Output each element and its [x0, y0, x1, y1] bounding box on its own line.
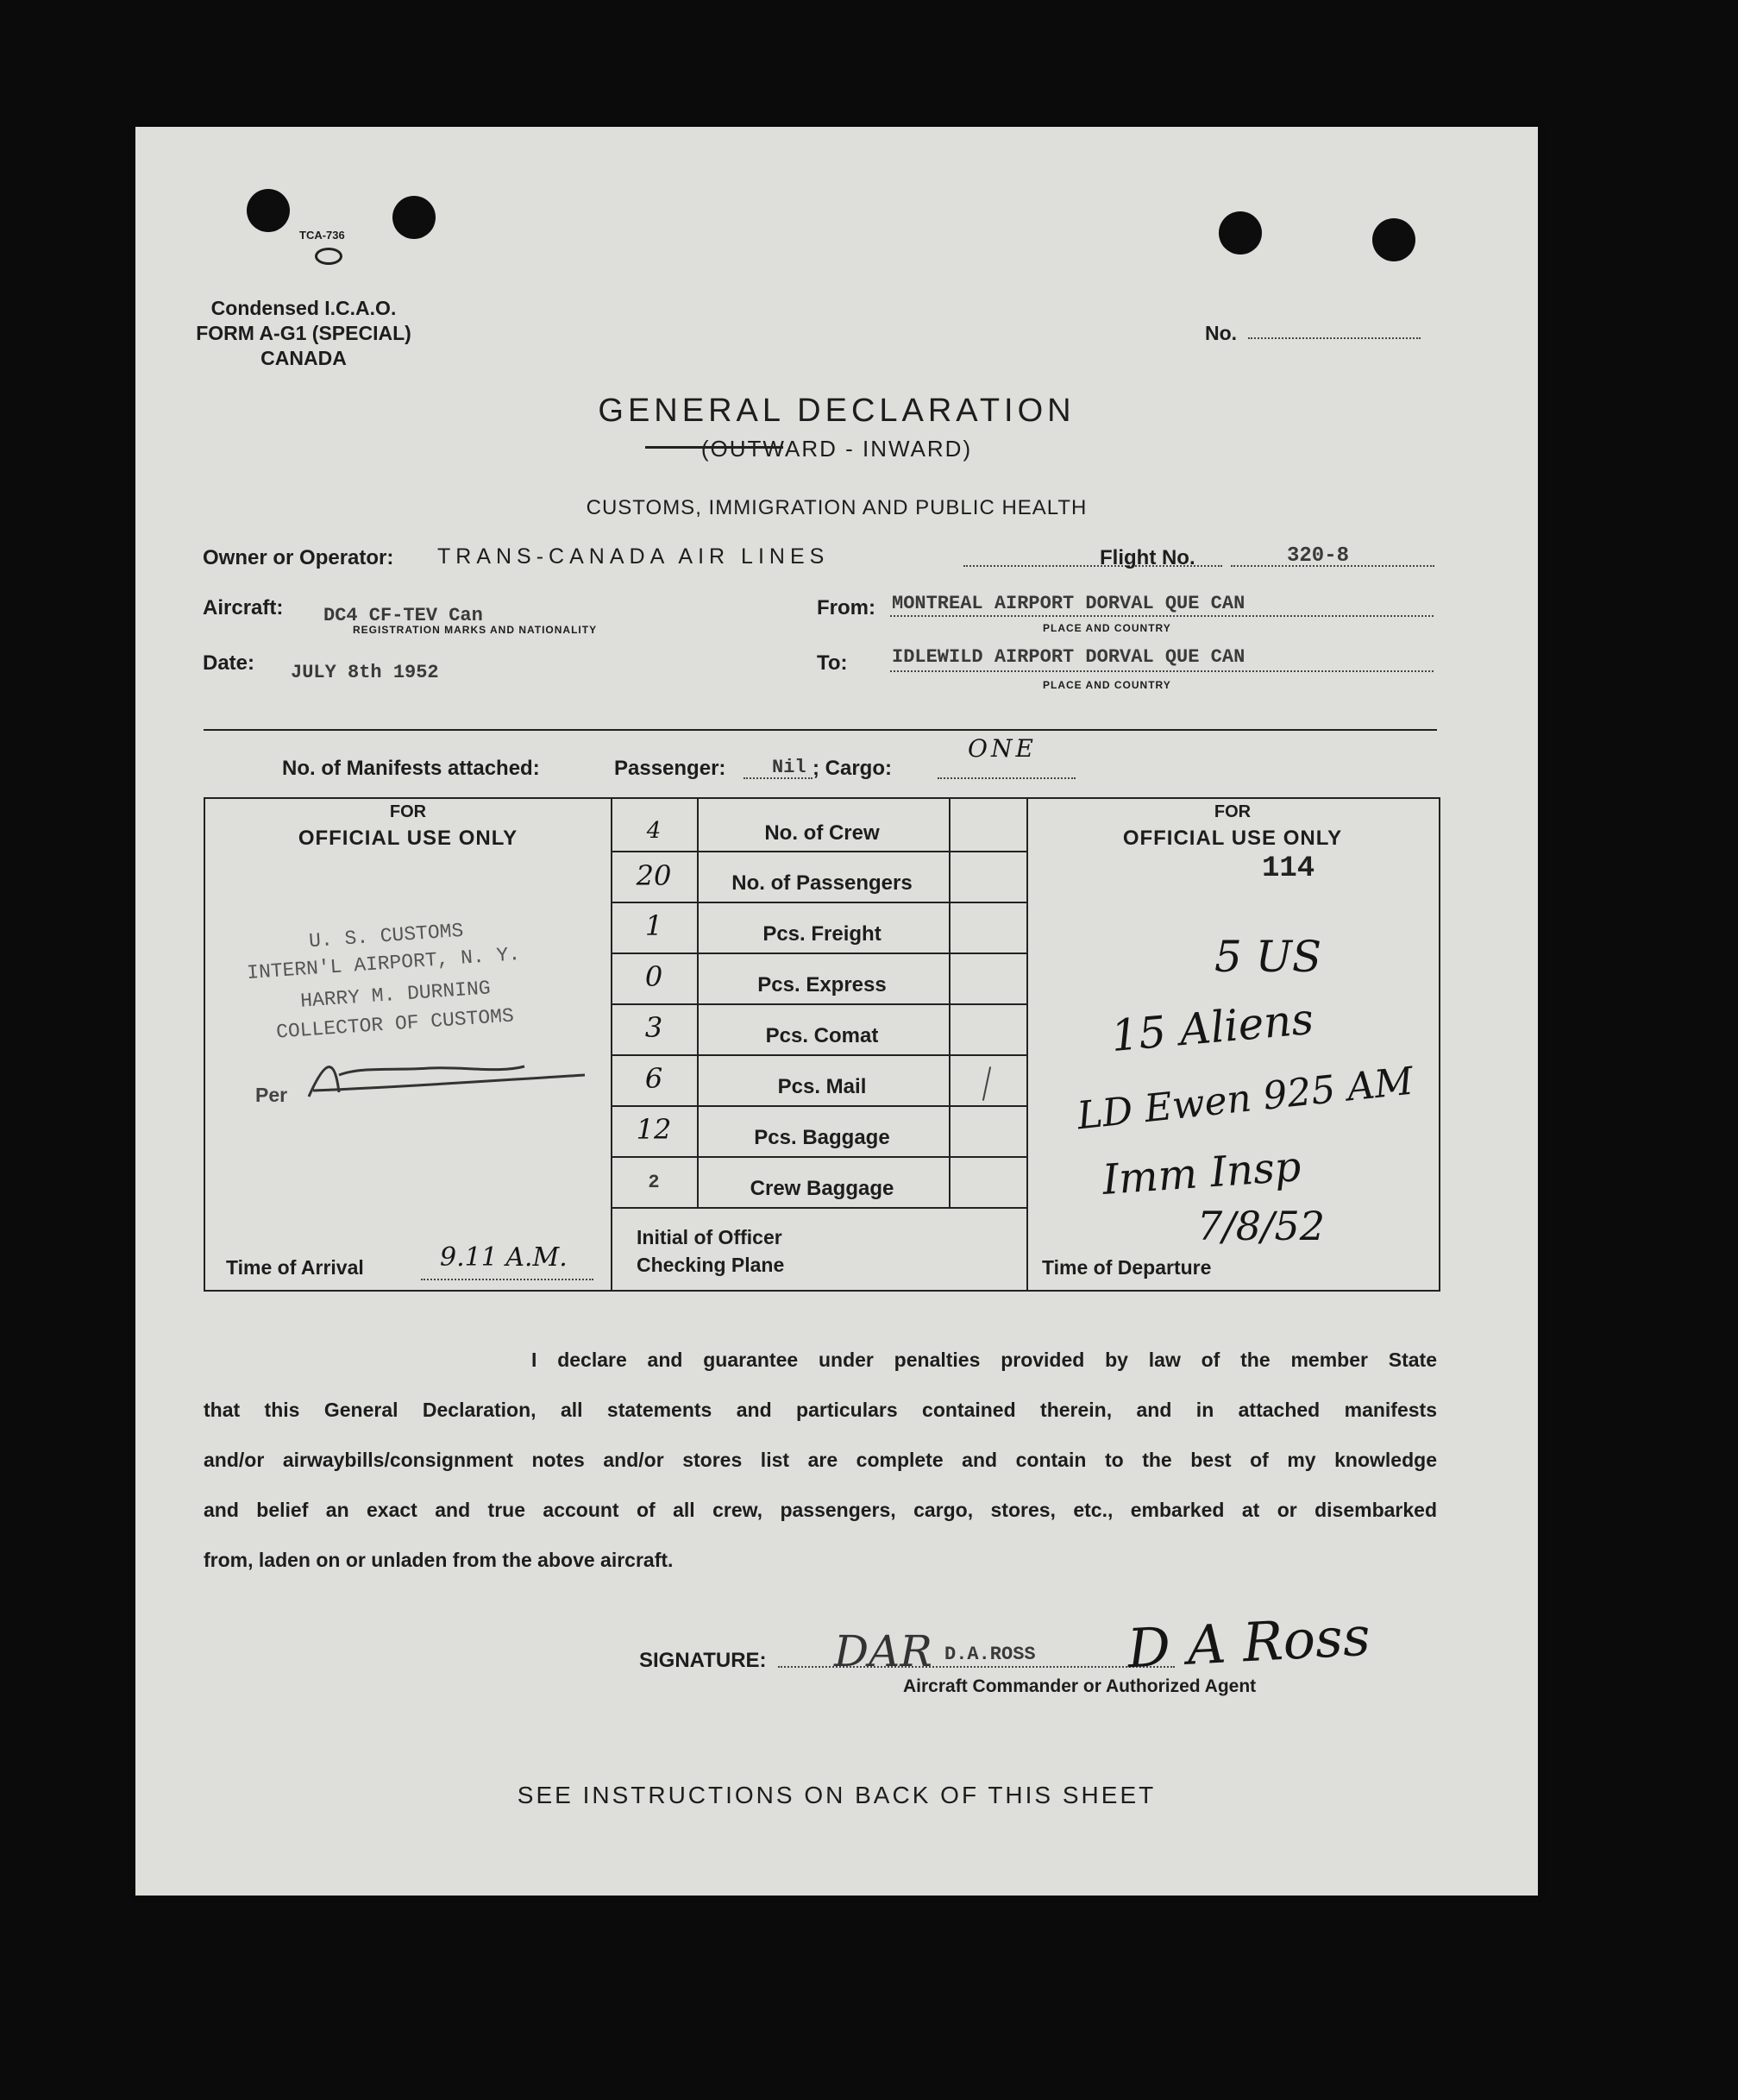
left-header-for: FOR	[389, 802, 427, 821]
crew-count: 4	[646, 818, 662, 844]
signature-typed-name: D.A.ROSS	[944, 1644, 1036, 1665]
note-imm-insp: Imm Insp	[1101, 1142, 1303, 1204]
signature-label: SIGNATURE:	[639, 1649, 767, 1672]
to-line	[890, 670, 1434, 672]
table-divider	[1026, 799, 1028, 1290]
official-use-table	[204, 797, 1440, 1292]
left-header-official: OFFICIAL USE ONLY	[298, 827, 518, 850]
row-line	[611, 1003, 1026, 1005]
crew-baggage-label: Crew Baggage	[750, 1177, 894, 1200]
mail-count: 6	[644, 1062, 663, 1095]
owner-label: Owner or Operator:	[203, 546, 394, 569]
customs-stamp-line3: HARRY M. DURNING	[299, 977, 492, 1013]
initial-officer-label	[637, 1223, 784, 1279]
passenger-label: Passenger:	[614, 757, 726, 780]
header-line1: Condensed I.C.A.O.	[210, 297, 397, 319]
passengers-label: No. of Passengers	[731, 871, 913, 895]
comat-label: Pcs. Comat	[765, 1024, 879, 1047]
note-date: 7/8/52	[1197, 1203, 1326, 1249]
from-line	[890, 615, 1434, 617]
freight-count: 1	[644, 909, 663, 942]
flight-value: 320-8	[1287, 544, 1350, 568]
aircraft-label: Aircraft:	[203, 596, 284, 619]
row-line	[611, 1207, 1026, 1209]
aircraft-caption: REGISTRATION MARKS AND NATIONALITY	[353, 624, 598, 636]
note-aliens-count: 15 Aliens	[1108, 993, 1316, 1062]
flight-label: Flight No.	[1100, 546, 1195, 569]
baggage-label: Pcs. Baggage	[754, 1126, 890, 1149]
header-line2: FORM A-G1 (SPECIAL)	[196, 322, 411, 344]
declaration-text	[204, 1335, 1437, 1585]
cargo-value: ONE	[968, 734, 1037, 763]
strikeout-mark	[645, 446, 783, 449]
to-caption: PLACE AND COUNTRY	[1043, 679, 1171, 691]
crew-baggage-count: 2	[648, 1172, 660, 1193]
mail-label: Pcs. Mail	[777, 1075, 867, 1098]
row-line	[611, 851, 1026, 852]
tick-mark	[982, 1066, 991, 1101]
signature-initials: DAR	[834, 1626, 932, 1676]
note-us-count: 5 US	[1214, 932, 1322, 982]
airline-logo-icon	[315, 248, 342, 265]
right-header-for: FOR	[1214, 802, 1252, 821]
departure-label: Time of Departure	[1042, 1256, 1212, 1279]
form-code: TCA-736	[299, 229, 345, 242]
punch-hole	[1372, 218, 1415, 261]
baggage-count: 12	[636, 1113, 672, 1146]
punch-hole	[247, 189, 290, 232]
passenger-value: Nil	[772, 757, 806, 778]
header-line3: CANADA	[260, 347, 347, 369]
to-label: To:	[817, 651, 848, 675]
punch-hole	[392, 196, 436, 239]
express-count: 0	[644, 960, 663, 993]
customs-stamp-line1: U. S. CUSTOMS	[308, 919, 465, 953]
cargo-line	[938, 777, 1076, 779]
comat-count: 3	[644, 1011, 663, 1044]
express-label: Pcs. Express	[757, 973, 887, 997]
declaration-line2: that this General Declaration, all statements and particulars contained therein, and in attached manifests	[204, 1399, 1437, 1421]
from-caption: PLACE AND COUNTRY	[1043, 622, 1171, 634]
no-label: No.	[1205, 322, 1238, 344]
page-subtitle2: CUSTOMS, IMMIGRATION AND PUBLIC HEALTH	[586, 496, 1088, 519]
section-divider	[204, 729, 1437, 731]
row-line	[611, 1054, 1026, 1056]
passengers-count: 20	[636, 859, 672, 892]
footer-instructions: SEE INSTRUCTIONS ON BACK OF THIS SHEET	[517, 1782, 1157, 1808]
row-line	[611, 953, 1026, 954]
freight-label: Pcs. Freight	[762, 922, 882, 946]
manifests-label: No. of Manifests attached:	[282, 757, 540, 780]
date-label: Date:	[203, 651, 255, 675]
initial-label-line1: Initial of Officer	[637, 1226, 782, 1248]
customs-officer-signature	[300, 1049, 593, 1110]
declaration-line3: and/or airwaybills/consignment notes and/or stores list are complete and contain to the best of my knowledge	[204, 1449, 1437, 1471]
owner-value: TRANS-CANADA AIR LINES	[437, 544, 830, 569]
crew-label: No. of Crew	[764, 821, 880, 845]
declaration-line1: I declare and guarantee under penalties provided by law of the member State	[531, 1349, 1437, 1371]
from-value: MONTREAL AIRPORT DORVAL QUE CAN	[892, 593, 1245, 614]
arrival-label: Time of Arrival	[226, 1256, 364, 1279]
row-line	[611, 1105, 1026, 1107]
customs-stamp-line2: INTERN'L AIRPORT, N. Y.	[246, 942, 521, 985]
page-subtitle: (OUTWARD - INWARD)	[700, 436, 973, 462]
official-number: 114	[1262, 852, 1315, 885]
page-title: GENERAL DECLARATION	[598, 393, 1076, 429]
passenger-line	[744, 777, 813, 779]
right-header-official: OFFICIAL USE ONLY	[1122, 827, 1343, 850]
aircraft-value: DC4 CF-TEV Can	[323, 605, 483, 626]
signature-handwritten: D A Ross	[1126, 1604, 1372, 1681]
customs-stamp-line4: COLLECTOR OF CUSTOMS	[275, 1004, 515, 1044]
form-header	[196, 296, 411, 371]
initial-label-line2: Checking Plane	[637, 1254, 785, 1276]
row-line	[611, 1156, 1026, 1158]
arrival-value: 9.11 A.M.	[440, 1242, 568, 1273]
declaration-line5: from, laden on or unladen from the above aircraft.	[204, 1549, 674, 1571]
no-line	[1248, 337, 1421, 339]
date-value: JULY 8th 1952	[291, 662, 439, 683]
note-inspector: LD Ewen 925 AM	[1075, 1059, 1416, 1139]
declaration-line4: and belief an exact and true account of all crew, passengers, cargo, stores, etc., embarked at or disembarked	[204, 1499, 1437, 1521]
punch-hole	[1219, 211, 1262, 255]
to-value: IDLEWILD AIRPORT DORVAL QUE CAN	[892, 646, 1245, 668]
flight-line	[1231, 565, 1434, 567]
cargo-label: ; Cargo:	[813, 757, 892, 780]
row-line	[611, 902, 1026, 903]
arrival-line	[421, 1279, 593, 1280]
per-label: Per	[255, 1084, 288, 1106]
signature-caption: Aircraft Commander or Authorized Agent	[903, 1676, 1257, 1696]
from-label: From:	[817, 596, 875, 619]
declaration-form	[135, 127, 1538, 1896]
